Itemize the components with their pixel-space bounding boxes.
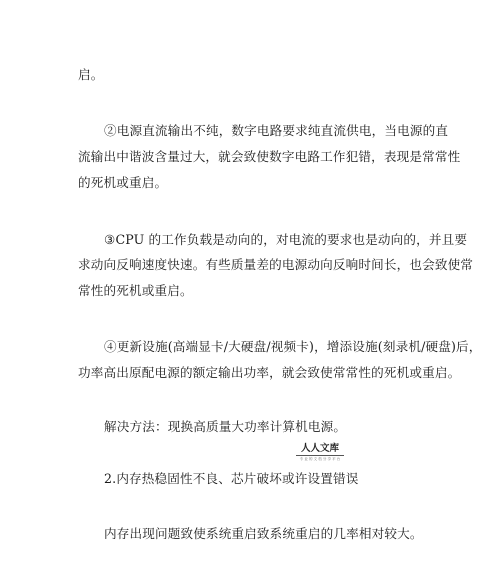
text-line: 流输出中谐波含量过大，就会致使数字电路工作犯错，表现是常常性 (78, 149, 461, 164)
text-line: 功率高出原配电源的额定输出功率，就会致使常常性的死机或重启。 (78, 365, 461, 380)
text-line: ②电源直流输出不纯，数字电路要求纯直流供电，当电源的直 (104, 123, 449, 138)
watermark-rule (296, 455, 344, 456)
text-line: 常性的死机或重启。 (78, 283, 193, 298)
text-line: ③CPU 的工作负载是动向的，对电流的要求也是动向的，并且要 (104, 232, 468, 247)
watermark-subtitle: 专 业 的 文 档 分 享 平 台 (299, 457, 341, 461)
text-line: 求动向反响速度快速。有些质量差的电源动向反响时间长，也会致使常 (78, 257, 474, 272)
text-line: 内存出现问题致使系统重启致系统重启的几率相对较大。 (104, 526, 423, 541)
text-line: 的死机或重启。 (78, 175, 168, 190)
watermark-logo (296, 443, 344, 461)
text-line: 解决方法：现换高质量大功率计算机电源。 (104, 419, 347, 434)
watermark-title: 人人文库 (300, 443, 339, 454)
section-heading: 2.内存热稳固性不良、芯片破坏或许设置错误 (104, 471, 359, 486)
text-line: 启。 (78, 67, 104, 82)
text-line: ④更新设施(高端显卡/大硬盘/视频卡)，增添设施(刻录机/硬盘)后， (104, 339, 482, 354)
